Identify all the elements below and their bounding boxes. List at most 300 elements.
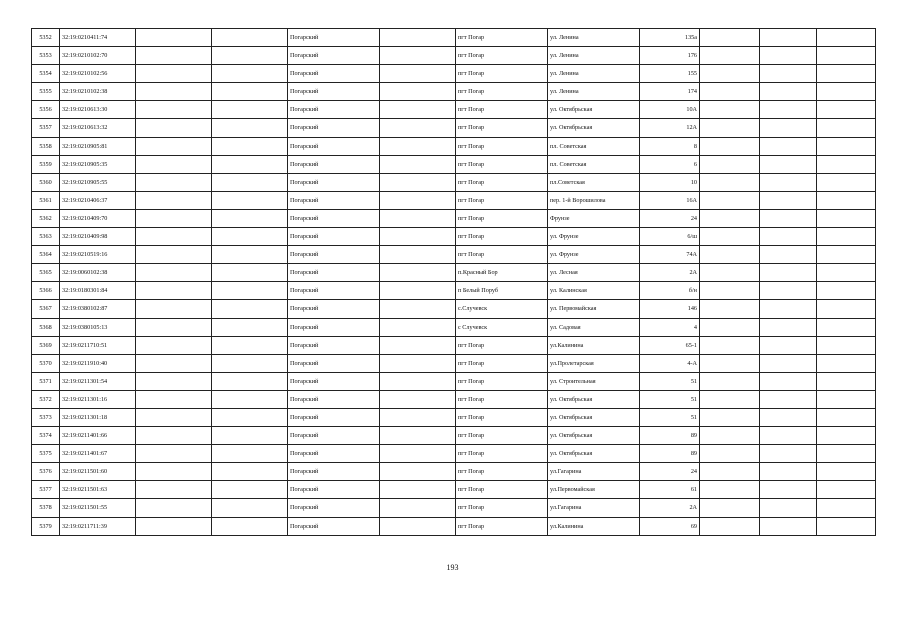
house-number-cell: 24 — [640, 463, 700, 481]
empty-cell — [817, 173, 876, 191]
empty-cell — [380, 372, 456, 390]
house-number-cell: 4-А — [640, 354, 700, 372]
district-cell: Погарский — [288, 463, 380, 481]
empty-cell — [212, 408, 288, 426]
empty-cell — [136, 191, 212, 209]
street-cell: пл.Советская — [548, 173, 640, 191]
empty-cell — [817, 246, 876, 264]
district-cell: Погарский — [288, 336, 380, 354]
table-row — [32, 47, 876, 65]
district-cell: Погарский — [288, 282, 380, 300]
empty-cell — [212, 517, 288, 535]
empty-cell — [136, 228, 212, 246]
table-row — [32, 427, 876, 445]
cadastral-number-cell: 32:19:0211501:55 — [60, 499, 136, 517]
district-cell: Погарский — [288, 427, 380, 445]
empty-cell — [212, 246, 288, 264]
row-number-cell: 5378 — [32, 499, 60, 517]
district-cell: Погарский — [288, 372, 380, 390]
empty-cell — [136, 282, 212, 300]
row-number-cell: 5356 — [32, 101, 60, 119]
empty-cell — [817, 101, 876, 119]
empty-cell — [380, 517, 456, 535]
house-number-cell: 10 — [640, 173, 700, 191]
district-cell: Погарский — [288, 318, 380, 336]
house-number-cell: 176 — [640, 47, 700, 65]
empty-cell — [700, 137, 760, 155]
street-cell: ул. Октябрьская — [548, 408, 640, 426]
settlement-cell: пгт Погар — [456, 101, 548, 119]
row-number-cell: 5363 — [32, 228, 60, 246]
cadastral-number-cell: 32:19:0211501:63 — [60, 481, 136, 499]
empty-cell — [817, 228, 876, 246]
district-cell: Погарский — [288, 191, 380, 209]
settlement-cell: п Белый Поруб — [456, 282, 548, 300]
house-number-cell: 16А — [640, 191, 700, 209]
district-cell: Погарский — [288, 101, 380, 119]
empty-cell — [817, 481, 876, 499]
street-cell: ул. Октябрьская — [548, 445, 640, 463]
settlement-cell: пгт Погар — [456, 463, 548, 481]
street-cell: ул. Октябрьская — [548, 119, 640, 137]
house-number-cell: 6/ш — [640, 228, 700, 246]
empty-cell — [760, 191, 817, 209]
district-cell: Погарский — [288, 246, 380, 264]
row-number-cell: 5362 — [32, 209, 60, 227]
empty-cell — [380, 264, 456, 282]
empty-cell — [817, 427, 876, 445]
empty-cell — [700, 29, 760, 47]
table-row — [32, 173, 876, 191]
house-number-cell: 2А — [640, 264, 700, 282]
empty-cell — [760, 155, 817, 173]
street-cell: ул. Октябрьская — [548, 390, 640, 408]
table-row — [32, 137, 876, 155]
district-cell: Погарский — [288, 354, 380, 372]
empty-cell — [136, 354, 212, 372]
empty-cell — [817, 372, 876, 390]
empty-cell — [212, 83, 288, 101]
empty-cell — [212, 427, 288, 445]
empty-cell — [760, 517, 817, 535]
empty-cell — [136, 318, 212, 336]
settlement-cell: пгт Погар — [456, 155, 548, 173]
empty-cell — [700, 173, 760, 191]
empty-cell — [817, 499, 876, 517]
house-number-cell: 74А — [640, 246, 700, 264]
row-number-cell: 5379 — [32, 517, 60, 535]
house-number-cell: 155 — [640, 65, 700, 83]
empty-cell — [760, 300, 817, 318]
empty-cell — [760, 228, 817, 246]
street-cell: ул. Октябрьская — [548, 101, 640, 119]
cadastral-number-cell: 32:19:0210905:81 — [60, 137, 136, 155]
street-cell: ул.Пролетарская — [548, 354, 640, 372]
empty-cell — [136, 65, 212, 83]
empty-cell — [700, 499, 760, 517]
empty-cell — [760, 463, 817, 481]
street-cell: ул. Садовая — [548, 318, 640, 336]
cadastral-number-cell: 32:19:0210613:30 — [60, 101, 136, 119]
cadastral-number-cell: 32:19:0380105:13 — [60, 318, 136, 336]
street-cell: пл. Советская — [548, 137, 640, 155]
empty-cell — [380, 300, 456, 318]
empty-cell — [136, 499, 212, 517]
empty-cell — [817, 209, 876, 227]
row-number-cell: 5375 — [32, 445, 60, 463]
settlement-cell: пгт Погар — [456, 408, 548, 426]
table-row — [32, 517, 876, 535]
empty-cell — [700, 318, 760, 336]
street-cell: ул. Ленина — [548, 29, 640, 47]
house-number-cell: 65-1 — [640, 336, 700, 354]
cadastral-number-cell: 32:19:0210102:56 — [60, 65, 136, 83]
empty-cell — [700, 463, 760, 481]
cadastral-number-cell: 32:19:0060102:38 — [60, 264, 136, 282]
district-cell: Погарский — [288, 264, 380, 282]
table-row — [32, 191, 876, 209]
empty-cell — [136, 246, 212, 264]
empty-cell — [700, 517, 760, 535]
cadastral-number-cell: 32:19:0210519:16 — [60, 246, 136, 264]
house-number-cell: 10А — [640, 101, 700, 119]
settlement-cell: пгт Погар — [456, 445, 548, 463]
table-row — [32, 300, 876, 318]
empty-cell — [380, 499, 456, 517]
empty-cell — [136, 481, 212, 499]
district-cell: Погарский — [288, 119, 380, 137]
empty-cell — [817, 282, 876, 300]
empty-cell — [760, 65, 817, 83]
empty-cell — [760, 137, 817, 155]
empty-cell — [380, 47, 456, 65]
row-number-cell: 5360 — [32, 173, 60, 191]
empty-cell — [817, 390, 876, 408]
cadastral-number-cell: 32:19:0210102:70 — [60, 47, 136, 65]
empty-cell — [212, 372, 288, 390]
settlement-cell: пгт Погар — [456, 228, 548, 246]
district-cell: Погарский — [288, 390, 380, 408]
table-row — [32, 372, 876, 390]
street-cell: Фрунзе — [548, 209, 640, 227]
table-row — [32, 282, 876, 300]
empty-cell — [817, 47, 876, 65]
street-cell: ул.Калинина — [548, 336, 640, 354]
empty-cell — [700, 264, 760, 282]
row-number-cell: 5352 — [32, 29, 60, 47]
empty-cell — [760, 499, 817, 517]
empty-cell — [700, 119, 760, 137]
table-row — [32, 155, 876, 173]
empty-cell — [760, 408, 817, 426]
empty-cell — [817, 354, 876, 372]
empty-cell — [817, 29, 876, 47]
table-row — [32, 481, 876, 499]
empty-cell — [136, 173, 212, 191]
empty-cell — [212, 390, 288, 408]
empty-cell — [212, 155, 288, 173]
district-cell: Погарский — [288, 209, 380, 227]
district-cell: Погарский — [288, 137, 380, 155]
row-number-cell: 5372 — [32, 390, 60, 408]
empty-cell — [700, 427, 760, 445]
empty-cell — [700, 336, 760, 354]
cadastral-number-cell: 32:19:0210905:35 — [60, 155, 136, 173]
empty-cell — [817, 300, 876, 318]
row-number-cell: 5355 — [32, 83, 60, 101]
street-cell: ул. Ленина — [548, 65, 640, 83]
house-number-cell: 89 — [640, 427, 700, 445]
empty-cell — [817, 83, 876, 101]
empty-cell — [136, 408, 212, 426]
empty-cell — [212, 499, 288, 517]
empty-cell — [760, 372, 817, 390]
empty-cell — [817, 191, 876, 209]
empty-cell — [700, 372, 760, 390]
empty-cell — [700, 445, 760, 463]
row-number-cell: 5359 — [32, 155, 60, 173]
empty-cell — [760, 83, 817, 101]
row-number-cell: 5358 — [32, 137, 60, 155]
table-row — [32, 408, 876, 426]
house-number-cell: 2А — [640, 499, 700, 517]
settlement-cell: пгт Погар — [456, 173, 548, 191]
empty-cell — [380, 390, 456, 408]
empty-cell — [136, 101, 212, 119]
district-cell: Погарский — [288, 517, 380, 535]
settlement-cell: пгт Погар — [456, 336, 548, 354]
street-cell: ул. Строительная — [548, 372, 640, 390]
empty-cell — [760, 29, 817, 47]
empty-cell — [380, 155, 456, 173]
row-number-cell: 5369 — [32, 336, 60, 354]
empty-cell — [700, 354, 760, 372]
row-number-cell: 5354 — [32, 65, 60, 83]
empty-cell — [817, 318, 876, 336]
empty-cell — [380, 282, 456, 300]
district-cell: Погарский — [288, 408, 380, 426]
empty-cell — [380, 191, 456, 209]
table-row — [32, 264, 876, 282]
street-cell: ул. Ленина — [548, 47, 640, 65]
table-row — [32, 463, 876, 481]
district-cell: Погарский — [288, 29, 380, 47]
empty-cell — [760, 318, 817, 336]
empty-cell — [700, 155, 760, 173]
settlement-cell: пгт Погар — [456, 246, 548, 264]
empty-cell — [380, 354, 456, 372]
empty-cell — [380, 427, 456, 445]
empty-cell — [212, 29, 288, 47]
empty-cell — [700, 282, 760, 300]
house-number-cell: 135а — [640, 29, 700, 47]
empty-cell — [760, 101, 817, 119]
row-number-cell: 5367 — [32, 300, 60, 318]
empty-cell — [136, 29, 212, 47]
district-cell: Погарский — [288, 155, 380, 173]
table-row — [32, 65, 876, 83]
cadastral-number-cell: 32:19:0211401:66 — [60, 427, 136, 445]
empty-cell — [212, 282, 288, 300]
empty-cell — [380, 445, 456, 463]
table-row — [32, 499, 876, 517]
empty-cell — [760, 119, 817, 137]
empty-cell — [817, 65, 876, 83]
street-cell: ул.Калинина — [548, 517, 640, 535]
empty-cell — [212, 354, 288, 372]
house-number-cell: 8 — [640, 137, 700, 155]
district-cell: Погарский — [288, 173, 380, 191]
table-row — [32, 119, 876, 137]
page-number: 193 — [446, 563, 459, 572]
settlement-cell: пгт Погар — [456, 354, 548, 372]
table-row — [32, 354, 876, 372]
empty-cell — [380, 408, 456, 426]
table-row — [32, 228, 876, 246]
street-cell: ул. Калинская — [548, 282, 640, 300]
empty-cell — [212, 65, 288, 83]
house-number-cell: 4 — [640, 318, 700, 336]
cadastral-number-cell: 32:19:0380102:87 — [60, 300, 136, 318]
table-row — [32, 390, 876, 408]
empty-cell — [212, 228, 288, 246]
table-row — [32, 101, 876, 119]
empty-cell — [700, 101, 760, 119]
empty-cell — [760, 481, 817, 499]
empty-cell — [212, 318, 288, 336]
empty-cell — [380, 336, 456, 354]
empty-cell — [212, 463, 288, 481]
empty-cell — [212, 445, 288, 463]
cadastral-number-cell: 32:19:0210102:38 — [60, 83, 136, 101]
cadastral-number-cell: 32:19:0210411:74 — [60, 29, 136, 47]
house-number-cell: 174 — [640, 83, 700, 101]
empty-cell — [212, 264, 288, 282]
empty-cell — [817, 264, 876, 282]
settlement-cell: пгт Погар — [456, 209, 548, 227]
street-cell: ул. Лесная — [548, 264, 640, 282]
empty-cell — [760, 336, 817, 354]
street-cell: ул. Ленина — [548, 83, 640, 101]
table-row — [32, 318, 876, 336]
table-row — [32, 336, 876, 354]
empty-cell — [700, 65, 760, 83]
district-cell: Погарский — [288, 228, 380, 246]
district-cell: Погарский — [288, 300, 380, 318]
empty-cell — [700, 300, 760, 318]
empty-cell — [212, 336, 288, 354]
empty-cell — [380, 463, 456, 481]
settlement-cell: пгт Погар — [456, 427, 548, 445]
empty-cell — [212, 101, 288, 119]
cadastral-number-cell: 32:19:0210613:32 — [60, 119, 136, 137]
empty-cell — [136, 209, 212, 227]
empty-cell — [817, 463, 876, 481]
empty-cell — [700, 390, 760, 408]
empty-cell — [760, 354, 817, 372]
empty-cell — [380, 209, 456, 227]
row-number-cell: 5364 — [32, 246, 60, 264]
district-cell: Погарский — [288, 65, 380, 83]
settlement-cell: пгт Погар — [456, 191, 548, 209]
settlement-cell: пгт Погар — [456, 481, 548, 499]
empty-cell — [136, 47, 212, 65]
empty-cell — [760, 173, 817, 191]
empty-cell — [700, 408, 760, 426]
street-cell: ул.Первомайская — [548, 481, 640, 499]
empty-cell — [212, 300, 288, 318]
settlement-cell: пгт Погар — [456, 390, 548, 408]
empty-cell — [700, 228, 760, 246]
empty-cell — [136, 155, 212, 173]
house-number-cell: 51 — [640, 408, 700, 426]
empty-cell — [136, 427, 212, 445]
property-register-table — [31, 28, 876, 536]
empty-cell — [212, 119, 288, 137]
settlement-cell: с.Случевск — [456, 300, 548, 318]
settlement-cell: пгт Погар — [456, 47, 548, 65]
district-cell: Погарский — [288, 499, 380, 517]
settlement-cell: пгт Погар — [456, 137, 548, 155]
settlement-cell: п.Красный Бор — [456, 264, 548, 282]
settlement-cell: пгт Погар — [456, 83, 548, 101]
empty-cell — [760, 209, 817, 227]
empty-cell — [212, 137, 288, 155]
empty-cell — [817, 445, 876, 463]
row-number-cell: 5357 — [32, 119, 60, 137]
empty-cell — [136, 517, 212, 535]
street-cell: ул.Гагарина — [548, 499, 640, 517]
empty-cell — [817, 137, 876, 155]
street-cell: ул. Фрунзе — [548, 228, 640, 246]
house-number-cell: 24 — [640, 209, 700, 227]
empty-cell — [380, 228, 456, 246]
empty-cell — [817, 155, 876, 173]
empty-cell — [136, 300, 212, 318]
empty-cell — [760, 282, 817, 300]
settlement-cell: пгт Погар — [456, 499, 548, 517]
empty-cell — [817, 336, 876, 354]
settlement-cell: пгт Погар — [456, 119, 548, 137]
empty-cell — [136, 463, 212, 481]
cadastral-number-cell: 32:19:0211501:60 — [60, 463, 136, 481]
table-row — [32, 246, 876, 264]
table-row — [32, 29, 876, 47]
district-cell: Погарский — [288, 481, 380, 499]
empty-cell — [136, 137, 212, 155]
row-number-cell: 5366 — [32, 282, 60, 300]
cadastral-number-cell: 32:19:0211301:16 — [60, 390, 136, 408]
district-cell: Погарский — [288, 47, 380, 65]
empty-cell — [700, 481, 760, 499]
cadastral-number-cell: 32:19:0211301:18 — [60, 408, 136, 426]
house-number-cell: 146 — [640, 300, 700, 318]
empty-cell — [380, 29, 456, 47]
row-number-cell: 5361 — [32, 191, 60, 209]
empty-cell — [380, 137, 456, 155]
cadastral-number-cell: 32:19:0211910:40 — [60, 354, 136, 372]
empty-cell — [760, 390, 817, 408]
street-cell: ул. Фрунзе — [548, 246, 640, 264]
empty-cell — [212, 47, 288, 65]
district-cell: Погарский — [288, 445, 380, 463]
empty-cell — [212, 191, 288, 209]
empty-cell — [380, 83, 456, 101]
empty-cell — [817, 517, 876, 535]
empty-cell — [760, 445, 817, 463]
street-cell: ул. Первомайская — [548, 300, 640, 318]
empty-cell — [760, 427, 817, 445]
